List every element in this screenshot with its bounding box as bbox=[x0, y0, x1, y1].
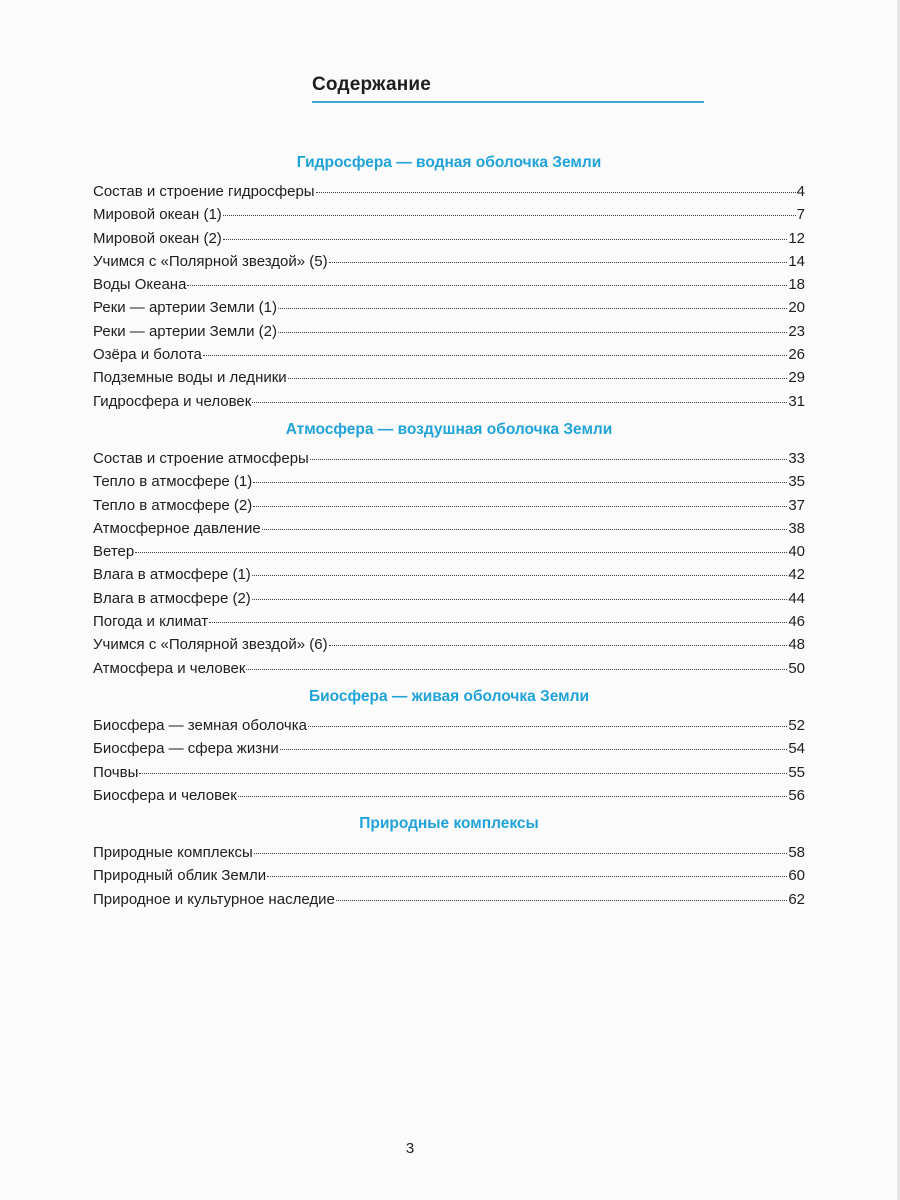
toc-entry bbox=[93, 250, 805, 273]
toc-entry-title: Учимся с «Полярной звездой» (6) bbox=[93, 636, 328, 654]
dot-leader bbox=[310, 448, 787, 460]
toc-entry bbox=[93, 494, 805, 517]
dot-leader bbox=[223, 227, 788, 239]
toc-entry-page: 14 bbox=[788, 252, 805, 270]
dot-leader bbox=[267, 865, 787, 877]
section-heading: Биосфера — живая оболочка Земли bbox=[308, 687, 590, 705]
toc-entry bbox=[93, 888, 805, 911]
toc-entry-page: 31 bbox=[788, 392, 805, 410]
toc-entry-page: 18 bbox=[788, 276, 805, 294]
contents-header bbox=[312, 74, 704, 104]
toc-entry-title: Мировой океан (2) bbox=[93, 229, 222, 247]
toc-entry bbox=[93, 714, 805, 737]
toc-entry-title: Природный облик Земли bbox=[93, 867, 267, 885]
toc-entry-page: 42 bbox=[788, 566, 805, 584]
toc-entry-title: Воды Океана bbox=[93, 276, 187, 294]
table-of-contents bbox=[93, 146, 805, 911]
toc-entry-title: Атмосфера и человек bbox=[93, 659, 246, 677]
dot-leader bbox=[278, 321, 787, 333]
toc-entry-page: 40 bbox=[788, 543, 805, 561]
toc-entry-title: Подземные воды и ледники bbox=[93, 369, 287, 387]
dot-leader bbox=[336, 888, 788, 900]
toc-entry-title: Реки — артерии Земли (2) bbox=[93, 322, 277, 340]
toc-entry-title: Мировой океан (1) bbox=[93, 206, 222, 224]
toc-entry-title: Биосфера — сфера жизни bbox=[93, 740, 279, 758]
page-title: Содержание bbox=[312, 74, 432, 95]
toc-entry-title: Состав и строение гидросферы bbox=[93, 183, 315, 200]
toc-entry-title: Биосфера и человек bbox=[93, 786, 237, 804]
toc-entry-page: 26 bbox=[788, 346, 805, 364]
toc-entry-page: 33 bbox=[788, 449, 805, 467]
toc-entry-page: 38 bbox=[788, 519, 805, 537]
toc-entry-page: 12 bbox=[788, 229, 805, 247]
dot-leader bbox=[262, 518, 788, 530]
toc-entry-page: 44 bbox=[788, 589, 805, 607]
dot-leader bbox=[187, 274, 787, 286]
dot-leader bbox=[238, 785, 788, 797]
toc-entry bbox=[93, 296, 805, 319]
toc-entry-page: 58 bbox=[788, 844, 805, 862]
toc-entry bbox=[93, 517, 805, 540]
toc-entry-title: Реки — артерии Земли (1) bbox=[93, 299, 277, 317]
toc-entry bbox=[93, 180, 805, 203]
toc-entry bbox=[93, 366, 805, 389]
toc-entry-page: 7 bbox=[796, 206, 805, 224]
toc-entry-page: 20 bbox=[788, 299, 805, 317]
toc-entry-page: 35 bbox=[788, 473, 805, 491]
toc-entry bbox=[93, 761, 805, 784]
section-heading: Природные комплексы bbox=[359, 815, 539, 833]
dot-leader bbox=[329, 251, 788, 263]
toc-entry bbox=[93, 273, 805, 296]
section-heading: Гидросфера — водная оболочка Земли bbox=[296, 154, 602, 171]
toc-entry-title: Влага в атмосфере (2) bbox=[93, 589, 251, 607]
dot-leader bbox=[246, 657, 787, 669]
toc-entry-title: Природное и культурное наследие bbox=[93, 890, 335, 908]
toc-entry-page: 29 bbox=[788, 369, 805, 387]
toc-entry-page: 52 bbox=[788, 716, 805, 734]
dot-leader bbox=[316, 181, 796, 193]
dot-leader bbox=[278, 297, 787, 309]
toc-entry bbox=[93, 343, 805, 366]
toc-entry bbox=[93, 227, 805, 250]
toc-entry-title: Учимся с «Полярной звездой» (5) bbox=[93, 252, 328, 270]
toc-entry-title: Озёра и болота bbox=[93, 346, 202, 364]
section-heading: Атмосфера — воздушная оболочка Земли bbox=[285, 420, 613, 438]
title-underline bbox=[312, 101, 704, 103]
toc-entry-title: Состав и строение атмосферы bbox=[93, 449, 309, 467]
toc-entry-title: Природные комплексы bbox=[93, 844, 253, 862]
dot-leader bbox=[139, 761, 787, 773]
toc-entry bbox=[93, 587, 805, 610]
toc-entry-page: 60 bbox=[788, 867, 805, 885]
toc-entry bbox=[93, 737, 805, 760]
dot-leader bbox=[329, 634, 788, 646]
toc-entry bbox=[93, 470, 805, 493]
toc-entry-title: Атмосферное давление bbox=[93, 519, 261, 537]
dot-leader bbox=[253, 494, 787, 506]
toc-entry bbox=[93, 540, 805, 563]
toc-entry-page: 56 bbox=[788, 786, 805, 804]
toc-entry-title: Тепло в атмосфере (2) bbox=[93, 496, 253, 514]
toc-entry-title: Погода и климат bbox=[93, 613, 209, 631]
toc-entry-page: 55 bbox=[788, 763, 805, 781]
toc-entry-title: Тепло в атмосфере (1) bbox=[93, 473, 253, 491]
toc-entry-page: 4 bbox=[796, 183, 805, 200]
dot-leader bbox=[252, 390, 787, 402]
toc-entry-page: 50 bbox=[788, 659, 805, 677]
dot-leader bbox=[135, 541, 787, 553]
toc-entry bbox=[93, 841, 805, 864]
toc-entry bbox=[93, 784, 805, 807]
toc-entry-title: Ветер bbox=[93, 543, 135, 561]
toc-entry-page: 37 bbox=[788, 496, 805, 514]
toc-entry-page: 46 bbox=[788, 613, 805, 631]
toc-entry bbox=[93, 864, 805, 887]
toc-entry bbox=[93, 563, 805, 586]
dot-leader bbox=[203, 344, 787, 356]
toc-entry bbox=[93, 203, 805, 226]
dot-leader bbox=[252, 588, 788, 600]
dot-leader bbox=[253, 471, 787, 483]
toc-entry-page: 23 bbox=[788, 322, 805, 340]
toc-entry-page: 62 bbox=[788, 890, 805, 908]
toc-entry bbox=[93, 657, 805, 680]
toc-entry bbox=[93, 320, 805, 343]
toc-entry-page: 48 bbox=[788, 636, 805, 654]
toc-entry-title: Влага в атмосфере (1) bbox=[93, 566, 251, 584]
dot-leader bbox=[280, 738, 788, 750]
dot-leader bbox=[288, 367, 788, 379]
toc-entry-title: Биосфера — земная оболочка bbox=[93, 716, 307, 734]
toc-entry bbox=[93, 390, 805, 413]
toc-entry bbox=[93, 610, 805, 633]
toc-entry-page: 54 bbox=[788, 740, 805, 758]
toc-entry bbox=[93, 447, 805, 470]
dot-leader bbox=[254, 842, 788, 854]
dot-leader bbox=[252, 564, 788, 576]
dot-leader bbox=[308, 715, 787, 727]
toc-entry-title: Гидросфера и человек bbox=[93, 392, 252, 410]
dot-leader bbox=[209, 611, 787, 623]
dot-leader bbox=[223, 204, 796, 216]
page-number: 3 bbox=[405, 1140, 415, 1157]
toc-entry-title: Почвы bbox=[93, 763, 139, 781]
toc-entry bbox=[93, 633, 805, 656]
